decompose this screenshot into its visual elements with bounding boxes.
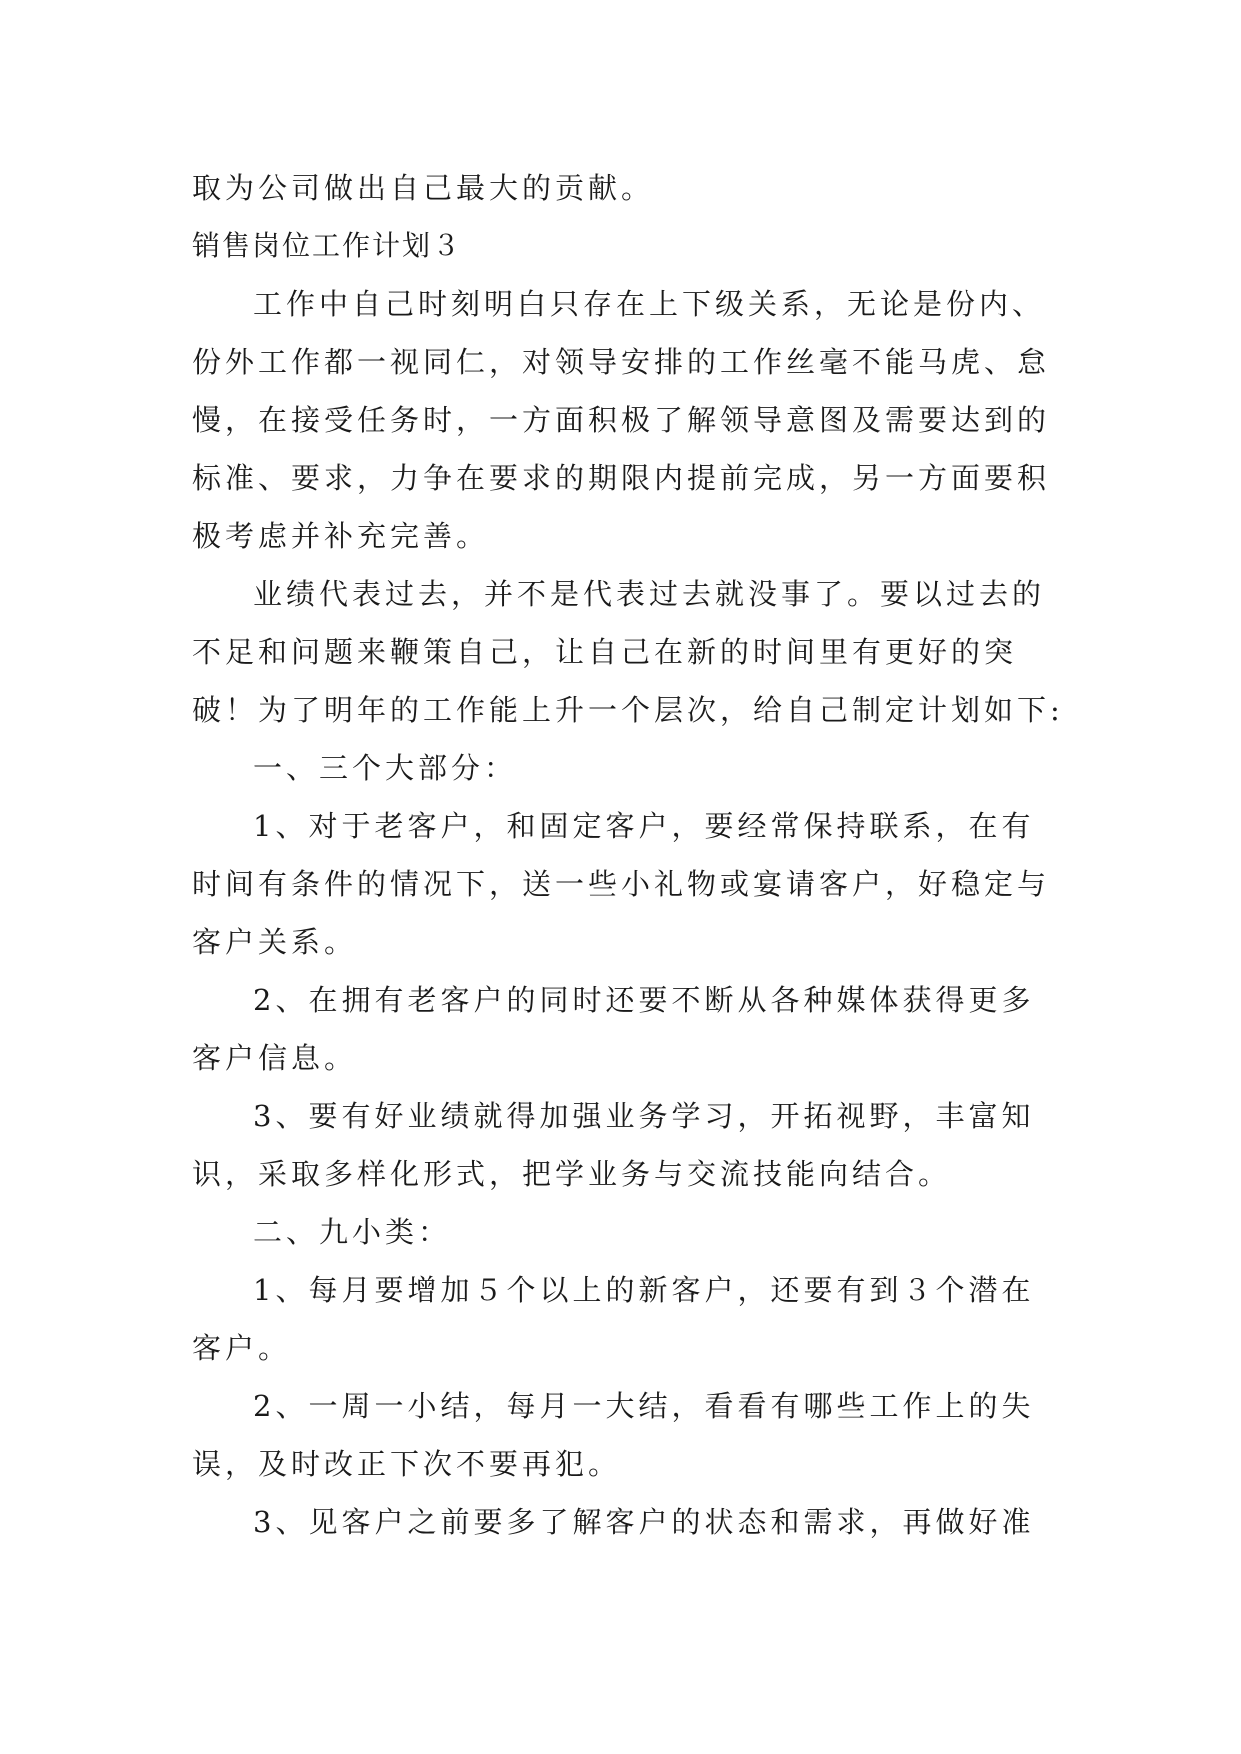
document-page: 取为公司做出自己最大的贡献。 销售岗位工作计划３ 工作中自己时刻明白只存在上下级关系，无论是份内、 份外工作都一视同仁，对领导安排的工作丝毫不能马虎、怠 慢，在接受任务时，一方面积极了解领导意图及需要达到的 标准、要求，力争在要求的期限内提前完成，另一方面要积 极考虑并补充完善。 业绩代表过去，并不是代表过去就没事了。要以过去的 不足和问题来鞭策自己，让自己在新的时间里有更好的突 破！为了明年的工作能上升一个层次，给自己制定计划如下: 一、三个大部分： 1、对于老客户，和固定客户，要经常保持联系，在有 时间有条件的情况下，送一些小礼物或宴请客户，好稳定与 客户关系。 2、在拥有老客户的同时还要不断从各种媒体获得更多 客户信息。 3、要有好业绩就得加强业务学习，开拓视野，丰富知 识，采取多样化形式，把学业务与交流技能向结合。 二、九小类： 1、每月要增加５个以上的新客户，还要有到３个潜在 客户。 2、一周一小结，每月一大结，看看有哪些工作上的失 误，及时改正下次不要再犯。 3、见客户之前要多了解客户的状态和需求，再做好准 xyxy=(192,171,1064,1539)
